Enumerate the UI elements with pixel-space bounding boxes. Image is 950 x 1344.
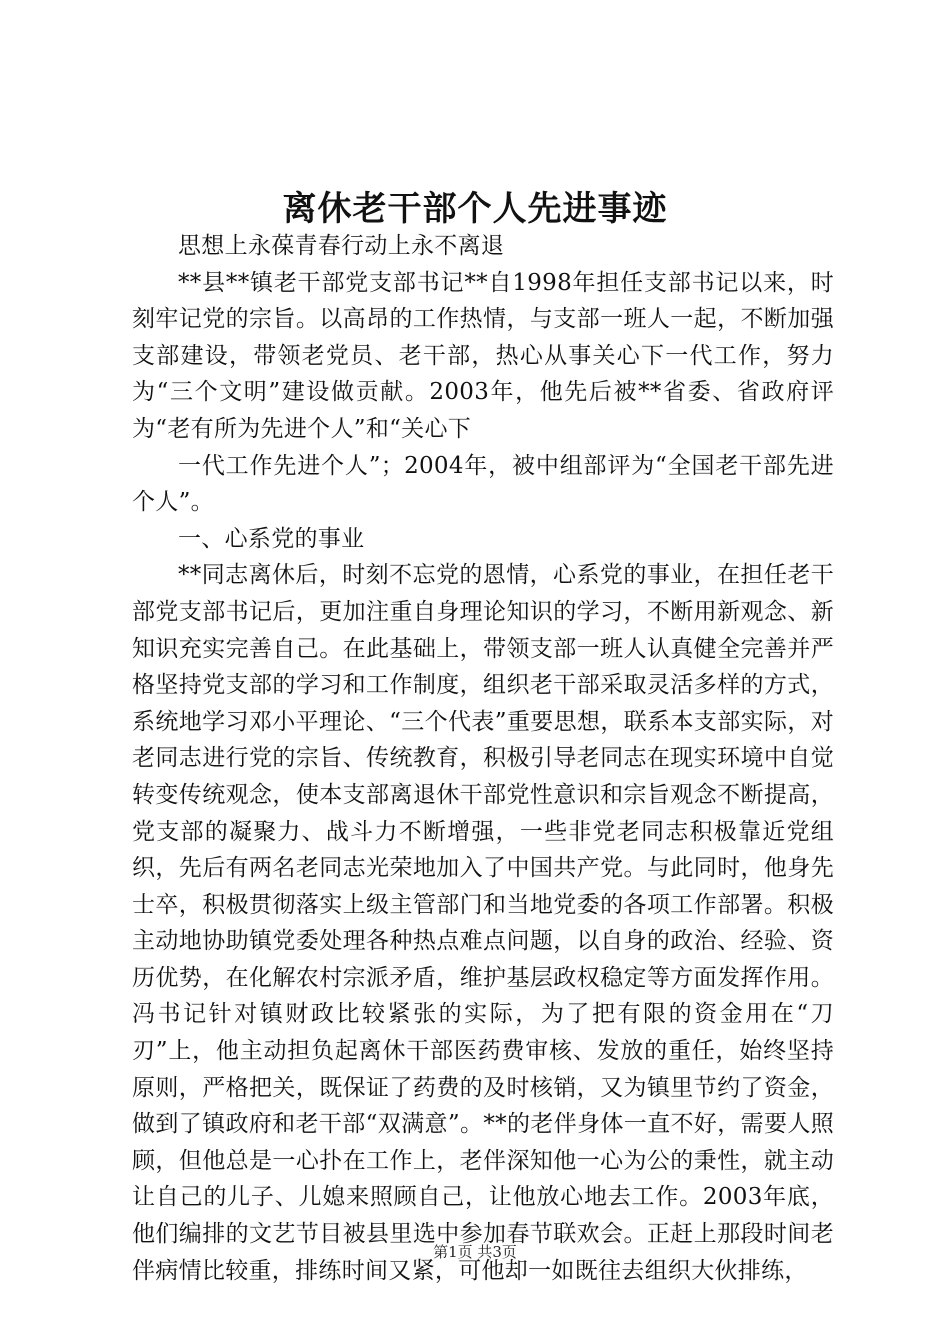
document-body: [132, 228, 834, 1289]
intro-paragraph: **县**镇老干部党支部书记**自1998年担任支部书记以来，时刻牢记党的宗旨。以高昂的工作热情，与支部一班人一起，不断加强支部建设，带领老党员、老干部，热心从事关心下一代工作，努力为“三个文明”建设做贡献。2003年，他先后被**省委、省政府评为“老有所为先进个人”和“关心下: [132, 269, 834, 442]
page-number-footer: 第1页 共3页: [433, 1243, 517, 1261]
section-body-paragraph: **同志离休后，时刻不忘党的恩情，心系党的事业，在担任老干部党支部书记后，更加注重自身理论知识的学习，不断用新观念、新知识充实完善自己。在此基础上，带领支部一班人认真健全完善并严格坚持党支部的学习和工作制度，组织老干部采取灵活多样的方式，系统地学习邓小平理论、“三个代表”重要思想，联系本支部实际，对老同志进行党的宗旨、传统教育，积极引导老同志在现实环境中自觉转变传统观念，使本支部离退休干部党性意识和宗旨观念不断提高，党支部的凝聚力、战斗力不断增强，一些非党老同志积极靠近党组织，先后有两名老同志光荣地加入了中国共产党。与此同时，他身先士卒，积极贯彻落实上级主管部门和当地党委的各项工作部署。积极主动地协助镇党委处理各种热点难点问题，以自身的政治、经验、资历优势，在化解农村宗派矛盾，维护基层政权稳定等方面发挥作用。冯书记针对镇财政比较紧张的实际，为了把有限的资金用在“刀刃”上，他主动担负起离休干部医药费审核、发放的重任，始终坚持原则，严格把关，既保证了药费的及时核销，又为镇里节约了资金，做到了镇政府和老干部“双满意”。**的老伴身体一直不好，需要人照顾，但他总是一心扑在工作上，老伴深知他一心为公的秉性，就主动让自己的儿子、儿媳来照顾自己，让他放心地去工作。2003年底，他们编排的文艺节目被县里选中参加春节联欢会。正赶上那段时间老伴病情比较重，排练时间又紧，可他却一如既往去组织大伙排练，: [132, 562, 834, 1284]
subtitle-paragraph: 思想上永葆青春行动上永不离退: [178, 233, 505, 259]
section-heading: 一、心系党的事业: [178, 525, 365, 552]
document-title: 离休老干部个人先进事迹: [282, 189, 668, 229]
intro-continuation-paragraph: 一代工作先进个人”；2004年，被中组部评为“全国老干部先进个人”。: [132, 452, 834, 516]
